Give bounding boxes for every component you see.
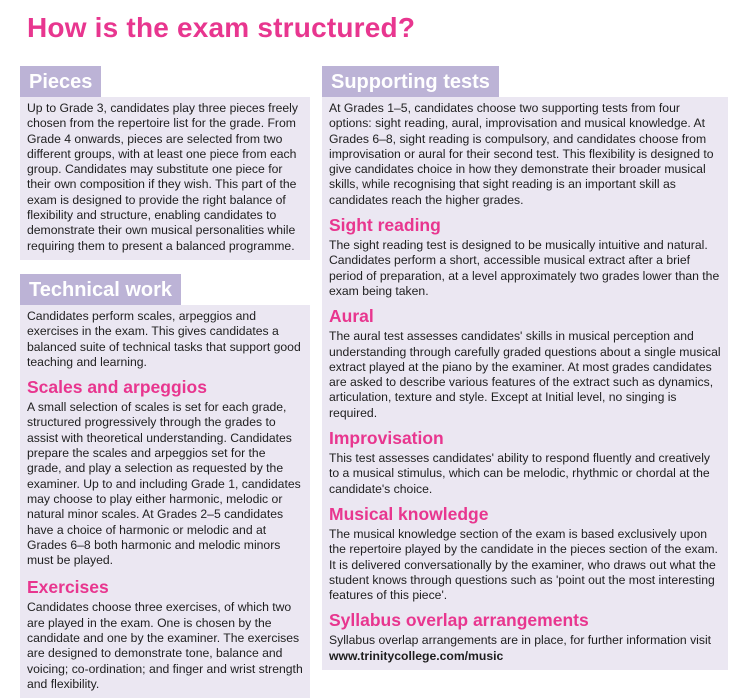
scales-text: A small selection of scales is set for each grade, structured progressively through the grades to assist with theoretical understanding. Candidates prepare the scales and arpeggios set for the grade, and play a selection as requested by the examiner. Up to and including Grade 1, candidates may choose to play either harmonic, melodic or natural minor scales. At Grades 2–5 candidates have a choice of harmonic or melodic and at Grades 6–8 both harmonic and melodic minors must be played. [27,400,301,568]
pieces-heading: Pieces [20,66,101,97]
pieces-text: Up to Grade 3, candidates play three pieces freely chosen from the repertoire list for the grade. From Grade 4 onwards, pieces are selected from two different groups, with at least one piece from each group. Candidates may substitute one piece for their own composition if they wish. This part of the exam is designed to provide the right balance of flexibility and structure, enabling candidates to demonstrate their own musical personalities while requiring them to present a balanced programme. [27,101,298,253]
exercises-text: Candidates choose three exercises, of which two are played in the exam. One is chosen by the candidate and one by the examiner. The exercises are designed to demonstrate tone, balance and voicing; co-ordination; and finger and wrist strength and flexibility. [27,600,303,691]
supporting-tests-heading: Supporting tests [322,66,499,97]
pieces-panel [20,97,310,260]
scales-heading: Scales and arpeggios [27,377,207,398]
improvisation-text: This test assesses candidates' ability to respond fluently and creatively to a musical stimulus, which can be melodic, rhythmic or chordal at the candidate's choice. [329,451,711,496]
musical-knowledge-heading: Musical knowledge [329,503,489,524]
supporting-tests-text: At Grades 1–5, candidates choose two supporting tests from four options: sight reading, aural, improvisation and musical knowledge. At Grades 6–8, sight reading is compulsory, and candidates choose from improvisation or aural for their second test. This flexibility is designed to give candidates choice in how they demonstrate their broader musical skills, while recognising that sight reading is an important skill as candidates reach the higher grades. [329,101,714,207]
technical-work-heading: Technical work [20,274,181,305]
aural-text: The aural test assesses candidates' skills in musical perception and understanding through carefully graded questions about a single musical extract played at the piano by the examiner. At most grades candidates are asked to describe various features of the extract such as dynamics, articulation, texture and style. Except at Initial level, no singing is required. [329,329,721,420]
technical-work-text: Candidates perform scales, arpeggios and exercises in the exam. This gives candidates a balanced suite of technical tasks that support good teaching and learning. [27,308,301,369]
sight-reading-text: The sight reading test is designed to be musically intuitive and natural. Candidates perform a short, accessible musical extract after a brief period of preparation, at a level approximately two grades lower than the exam being taken. [329,238,720,298]
technical-work-panel [20,305,310,698]
musical-knowledge-text: The musical knowledge section of the exam is based exclusively upon the repertoire played by the candidate in the pieces section of the exam. It is delivered conversationally by the examiner, who draws out what the student knows through questions such as 'point out the most interesting features of this piece'. [329,526,718,603]
exercises-heading: Exercises [27,577,109,598]
improvisation-heading: Improvisation [329,428,444,449]
syllabus-overlap-sentence: Syllabus overlap arrangements are in place, for further information visit [329,633,712,648]
sight-reading-heading: Sight reading [329,215,441,236]
supporting-tests-panel [322,97,728,670]
trinity-website-link[interactable]: www.trinitycollege.com/music [329,648,504,663]
right-column [322,66,728,670]
syllabus-overlap-text [329,633,721,664]
left-column [20,66,310,698]
page-title: How is the exam structured? [27,12,416,43]
aural-heading: Aural [329,306,374,327]
syllabus-overlap-heading: Syllabus overlap arrangements [329,610,589,631]
